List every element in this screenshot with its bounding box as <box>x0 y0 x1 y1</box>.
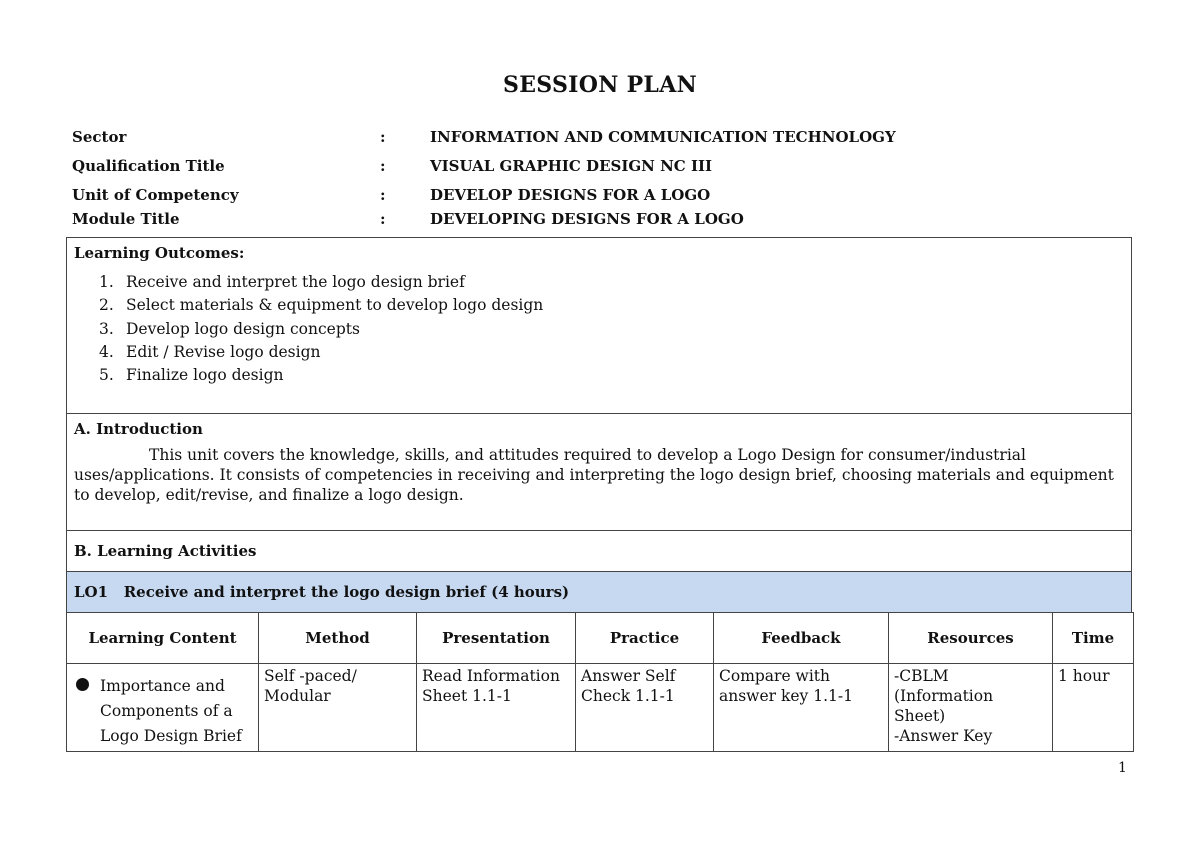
page-title: SESSION PLAN <box>503 72 697 98</box>
info-label: Sector <box>72 128 127 146</box>
resource-item: -CBLM (Information Sheet) <box>894 667 994 725</box>
learning-activities-heading: B. Learning Activities <box>74 542 257 560</box>
lo1-band <box>66 571 1132 613</box>
info-value: DEVELOPING DESIGNS FOR A LOGO <box>430 210 744 228</box>
list-item <box>99 271 543 294</box>
column-header-presentation: Presentation <box>417 613 576 664</box>
cell-text: Importance and Components of a Logo Design Brief <box>100 677 242 745</box>
column-header-practice: Practice <box>576 613 714 664</box>
learning-outcomes-section <box>66 237 1132 414</box>
list-item <box>99 318 543 341</box>
resource-item: -Answer Key <box>894 727 993 745</box>
info-colon: : <box>380 128 386 146</box>
introduction-text: This unit covers the knowledge, skills, and attitudes required to develop a Logo Design for consumer/industrial uses/applications. It consists of competencies in receiving and interpreting the logo design brief, choosing materials and equipment to develop, edit/revise, and finalize a logo design. <box>74 446 1114 504</box>
info-label: Module Title <box>72 210 180 228</box>
cell-feedback: Compare with answer key 1.1-1 <box>714 664 889 752</box>
learning-outcomes-list <box>99 271 543 387</box>
info-value: INFORMATION AND COMMUNICATION TECHNOLOGY <box>430 128 896 146</box>
list-text: Finalize logo design <box>126 366 284 385</box>
learning-activities-section <box>66 530 1132 572</box>
list-text: Receive and interpret the logo design brief <box>126 273 465 291</box>
list-number: 5. <box>99 366 114 385</box>
lo1-heading: LO1 Receive and interpret the logo design brief (4 hours) <box>74 583 570 601</box>
cell-learning-content <box>67 664 259 752</box>
cell-resources <box>889 664 1053 752</box>
introduction-heading: A. Introduction <box>74 420 203 438</box>
cell-practice: Answer Self Check 1.1-1 <box>576 664 714 752</box>
list-item <box>99 294 543 317</box>
introduction-section <box>66 413 1132 531</box>
cell-method: Self -paced/ Modular <box>259 664 417 752</box>
learning-activities-table <box>66 612 1134 752</box>
column-header-resources: Resources <box>889 613 1053 664</box>
learning-outcomes-heading: Learning Outcomes: <box>74 244 245 262</box>
column-header-feedback: Feedback <box>714 613 889 664</box>
page-number: 1 <box>1118 760 1127 776</box>
info-value: VISUAL GRAPHIC DESIGN NC III <box>430 157 713 175</box>
column-header-learning-content: Learning Content <box>67 613 259 664</box>
cell-presentation: Read Information Sheet 1.1-1 <box>417 664 576 752</box>
list-text: Edit / Revise logo design <box>126 342 321 361</box>
list-number: 4. <box>99 342 114 361</box>
list-number: 2. <box>99 296 114 315</box>
table-header-row <box>67 613 1134 664</box>
info-value: DEVELOP DESIGNS FOR A LOGO <box>430 186 711 204</box>
bullet-icon <box>76 678 89 691</box>
info-colon: : <box>380 186 386 204</box>
list-number: 3. <box>99 319 114 338</box>
column-header-method: Method <box>259 613 417 664</box>
info-colon: : <box>380 157 386 175</box>
table-row <box>67 664 1134 752</box>
list-number: 1. <box>99 273 114 291</box>
list-item <box>99 341 543 364</box>
list-text: Select materials & equipment to develop logo design <box>126 296 544 315</box>
list-text: Develop logo design concepts <box>126 319 360 338</box>
info-label: Unit of Competency <box>72 186 239 204</box>
cell-time: 1 hour <box>1053 664 1134 752</box>
info-label: Qualification Title <box>72 157 225 175</box>
info-colon: : <box>380 210 386 228</box>
column-header-time: Time <box>1053 613 1134 664</box>
list-item <box>99 364 543 387</box>
